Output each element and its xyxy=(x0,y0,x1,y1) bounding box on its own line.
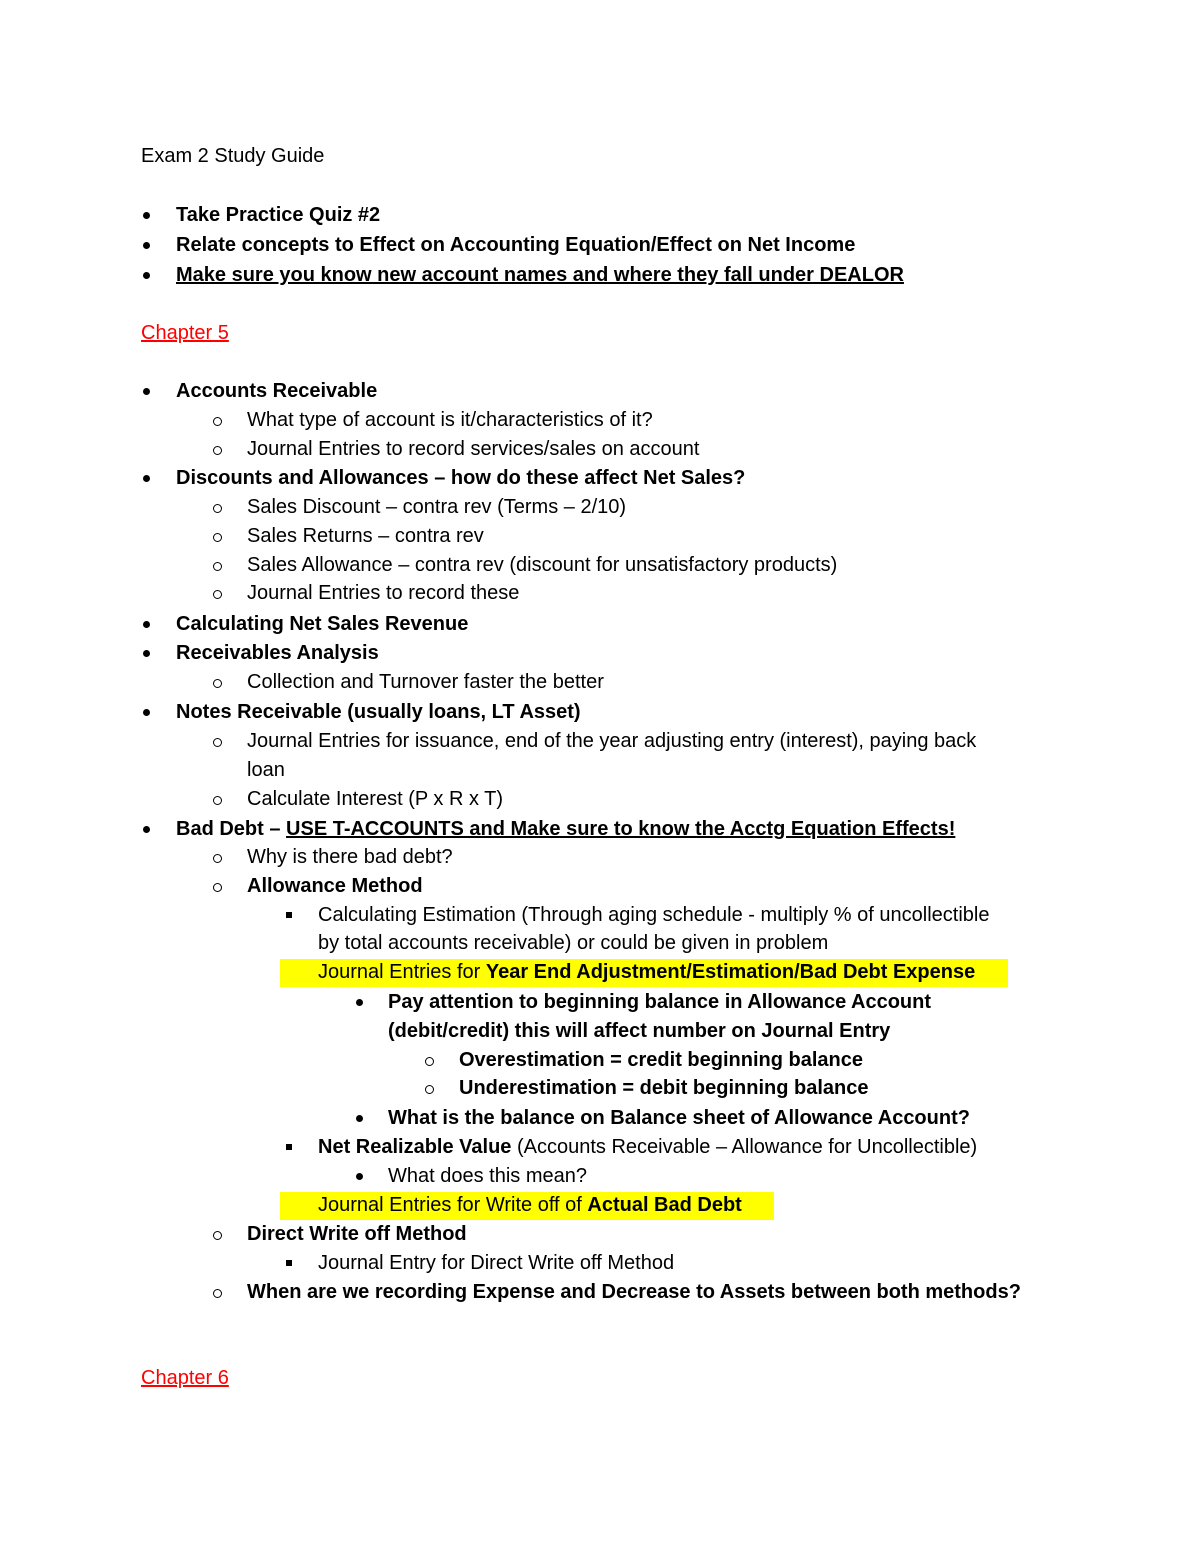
detail-subitem-continuation: (debit/credit) this will affect number on Journal Entry xyxy=(388,1020,891,1042)
subtopic-continuation: loan xyxy=(247,759,285,781)
document-title: Exam 2 Study Guide xyxy=(141,145,325,167)
detail-continuation: by total accounts receivable) or could be given in problem xyxy=(318,932,829,954)
chapter-6-heading: Chapter 6 xyxy=(141,1367,229,1389)
chapter-5-heading: Chapter 5 xyxy=(141,322,229,344)
